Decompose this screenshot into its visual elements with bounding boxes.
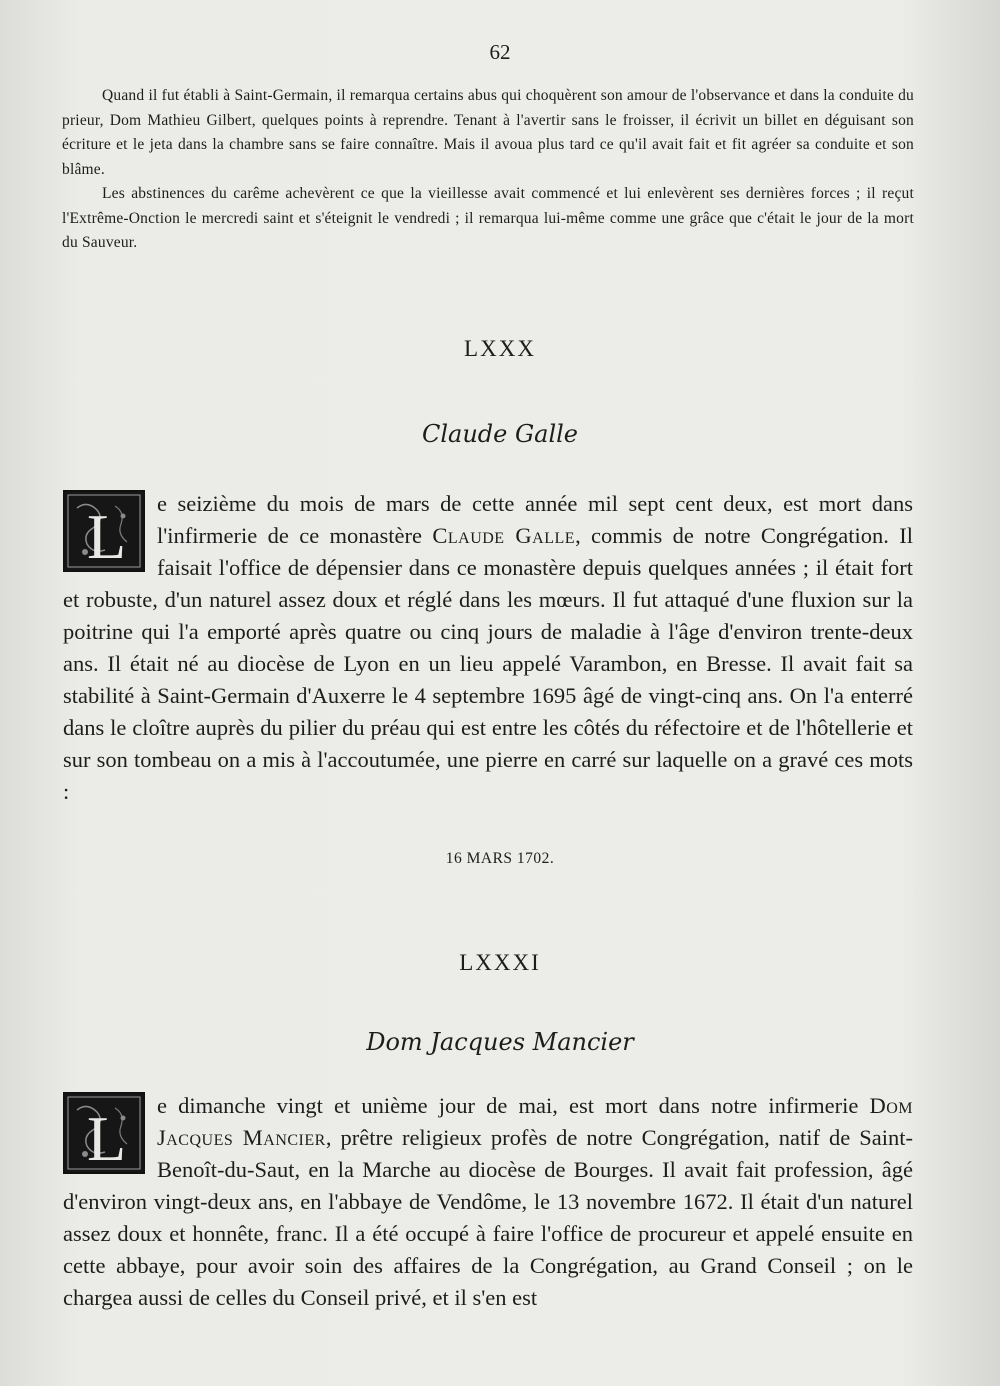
drop-cap-ornament [63, 1092, 145, 1174]
section-1-body [63, 488, 913, 808]
intro-paragraph-2: Les abstinences du carême achevèrent ce que la vieillesse avait commencé et lui enlevèrent ses dernières forces ; il reçut l'Extrême-Onction le mercredi saint et s'éteignit le vendredi ; il remarqua lui-même comme une grâce que c'était le jour de la mort du Sauveur. [62, 185, 914, 251]
section-2-name: Dom Jacques Mancier [366, 1028, 634, 1056]
section-2-text-start: e dimanche vingt et unième jour de mai, est mort dans notre infirmerie [157, 1093, 870, 1118]
section-1-numeral: LXXX [464, 336, 536, 361]
intro-text [62, 84, 914, 256]
section-1-text-rest: , commis de notre Congrégation. Il faisait l'office de dépensier dans ce monastère depuis quelques années ; il était fort et robuste, d'un naturel assez doux et réglé dans les mœurs. Il fut attaqué d'une fluxion sur la poitrine qui l'a emporté après quatre ou cinq jours de maladie à l'âge d'environ trente-deux ans. Il était né au diocèse de Lyon en un lieu appelé Varambon, en Bresse. Il avait fait sa stabilité à Saint-Germain d'Auxerre le 4 septembre 1695 âgé de vingt-cinq ans. On l'a enterré dans le cloître auprès du pilier du préau qui est entre les côtés du réfectoire et de l'hôtellerie et sur son tombeau on a mis à l'accoutumée, une pierre en carré sur laquelle on a gravé ces mots : [63, 523, 914, 804]
section-1-text-start: e seizième du mois de mars de cette année mil sept cent deux, est mort dans l'infirmerie de ce monastère [157, 491, 913, 548]
drop-cap-letter: L [87, 501, 127, 570]
section-1-person-name: Claude Galle [432, 523, 576, 548]
tomb-inscription: 16 MARS 1702. [445, 850, 555, 867]
section-2-body [63, 1090, 913, 1314]
page-number: 62 [489, 40, 511, 64]
drop-cap-letter: L [87, 1103, 127, 1172]
section-2-numeral: LXXXI [459, 950, 541, 975]
section-1-name: Claude Galle [421, 420, 579, 448]
drop-cap-ornament [63, 490, 145, 572]
intro-paragraph-1: Quand il fut établi à Saint-Germain, il remarqua certains abus qui choquèrent son amour de l'observance et dans la conduite du prieur, Dom Mathieu Gilbert, quelques points à reprendre. Tenant à l'avertir sans le froisser, il écrivit un billet en déguisant son écriture et le jeta dans la chambre sans se faire connaître. Mais il avoua plus tard ce qu'il avait fait et fit agréer sa conduite et son blâme. [62, 87, 914, 178]
section-2-text-rest: , prêtre religieux profès de notre Congrégation, natif de Saint-Benoît-du-Saut, en la Marche au diocèse de Bourges. Il avait fait profession, âgé d'environ vingt-deux ans, en l'abbaye de Vendôme, le 13 novembre 1672. Il était d'un naturel assez doux et honnête, franc. Il a été occupé à faire l'office de procureur et appelé ensuite en cette abbaye, pour avoir soin des affaires de la Congrégation, au Grand Conseil ; on le chargea aussi de celles du Conseil privé, et il s'en est [63, 1125, 913, 1310]
section-2-person-name: Dom Jacques Mancier [157, 1093, 913, 1150]
